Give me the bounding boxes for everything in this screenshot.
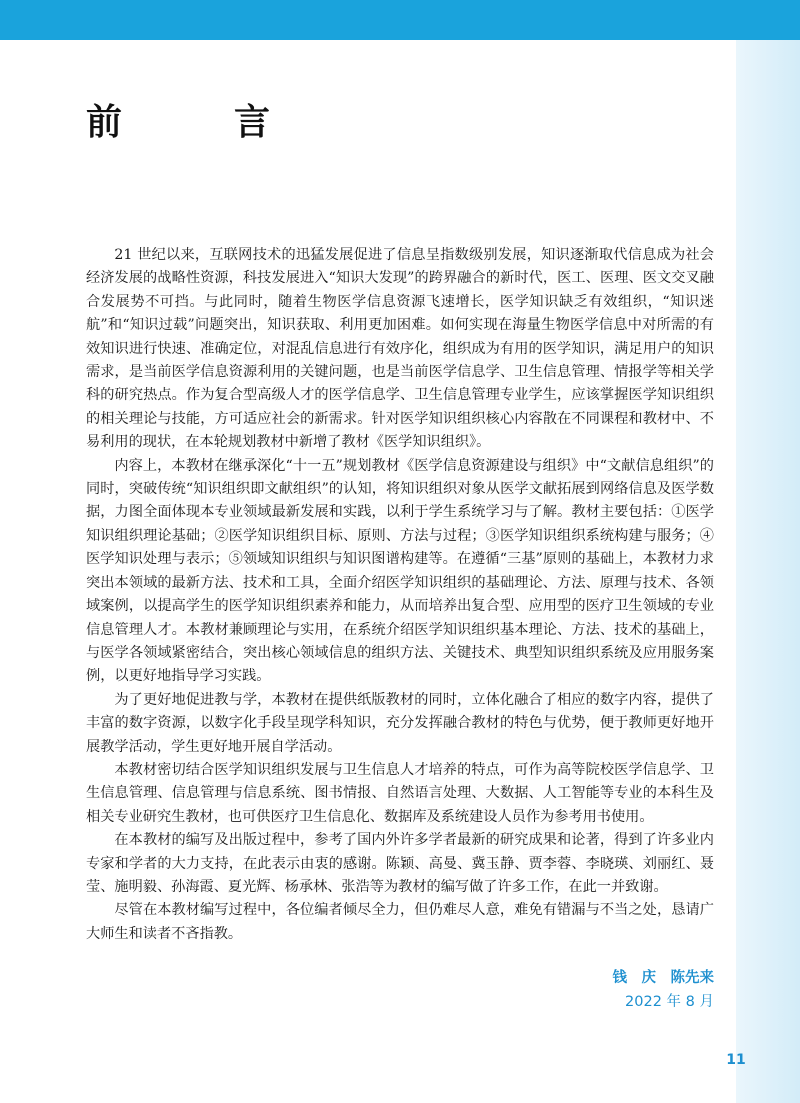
paragraph-3: 为了更好地促进教与学，本教材在提供纸版教材的同时，立体化融合了相应的数字内容，提供了丰富的数字资源，以数字化手段呈现学科知识，充分发挥融合教材的特色与优势，便于教师更好地开展教学活动，学生更好地开展自学活动。 xyxy=(86,691,714,755)
page-title: 前 言 xyxy=(86,102,309,143)
paragraph-4: 本教材密切结合医学知识组织发展与卫生信息人才培养的特点，可作为高等院校医学信息学、卫生信息管理、信息管理与信息系统、图书情报、自然语言处理、大数据、人工智能等专业的本科生及相关专业研究生教材，也可供医疗卫生信息化、数据库及系统建设人员作为参考用书使用。 xyxy=(86,761,714,825)
signature-date: 2022 年 8 月 xyxy=(625,994,714,1010)
preface-body xyxy=(86,244,714,946)
paragraph-2: 内容上，本教材在继承深化“十一五”规划教材《医学信息资源建设与组织》中“文献信息组织”的同时，突破传统“知识组织即文献组织”的认知，将知识组织对象从医学文献拓展到网络信息及医学数据，力图全面体现本专业领域最新发展和实践，以利于学生系统学习与了解。教材主要包括：①医学知识组织理论基础；②医学知识组织目标、原则、方法与过程；③医学知识组织系统构建与服务；④医学知识处理与表示；⑤领域知识组织与知识图谱构建等。在遵循“三基”原则的基础上，本教材力求突出本领域的最新方法、技术和工具，全面介绍医学知识组织的基础理论、方法、原理与技术、各领域案例，以提高学生的医学知识组织素养和能力，从而培养出复合型、应用型的医疗卫生领域的专业信息管理人才。本教材兼顾理论与实用，在系统介绍医学知识组织基本理论、方法、技术的基础上，与医学各领域紧密结合，突出核心领域信息的组织方法、关键技术、典型知识组织系统及应用服务案例，以更好地指导学习实践。 xyxy=(86,457,714,685)
paragraph-1: 21 世纪以来，互联网技术的迅猛发展促进了信息呈指数级别发展，知识逐渐取代信息成为社会经济发展的战略性资源，科技发展进入“知识大发现”的跨界融合的新时代，医工、医理、医文交叉融合发展势不可挡。与此同时，随着生物医学信息资源飞速增长，医学知识缺乏有效组织，“知识迷航”和“知识过载”问题突出，知识获取、利用更加困难。如何实现在海量生物医学信息中对所需的有效知识进行快速、准确定位，对混乱信息进行有效序化，组织成为有用的医学知识，满足用户的知识需求，是当前医学信息资源利用的关键问题，也是当前医学信息学、卫生信息管理、情报学等相关学科的研究热点。作为复合型高级人才的医学信息学、卫生信息管理专业学生，应该掌握医学知识组织的相关理论与技能，方可适应社会的新需求。针对医学知识组织核心内容散在不同课程和教材中、不易利用的现状，在本轮规划教材中新增了教材《医学知识组织》。 xyxy=(86,247,714,451)
author-names: 钱 庆 陈先来 xyxy=(612,970,714,986)
paragraph-6: 尽管在本教材编写过程中，各位编者倾尽全力，但仍难尽人意，难免有错漏与不当之处，恳请广大师生和读者不吝指教。 xyxy=(86,902,714,942)
top-color-bar xyxy=(0,0,800,40)
paragraph-5: 在本教材的编写及出版过程中，参考了国内外许多学者最新的研究成果和论著，得到了许多业内专家和学者的大力支持，在此表示由衷的感谢。陈颖、高曼、冀玉静、贾李蓉、李晓瑛、刘丽红、聂莹、施明毅、孙海霞、夏光辉、杨承林、张浩等为教材的编写做了许多工作，在此一并致谢。 xyxy=(86,832,714,895)
signature-block xyxy=(613,966,715,1014)
page-number: 11 xyxy=(726,1052,746,1068)
side-color-strip xyxy=(736,40,800,1103)
